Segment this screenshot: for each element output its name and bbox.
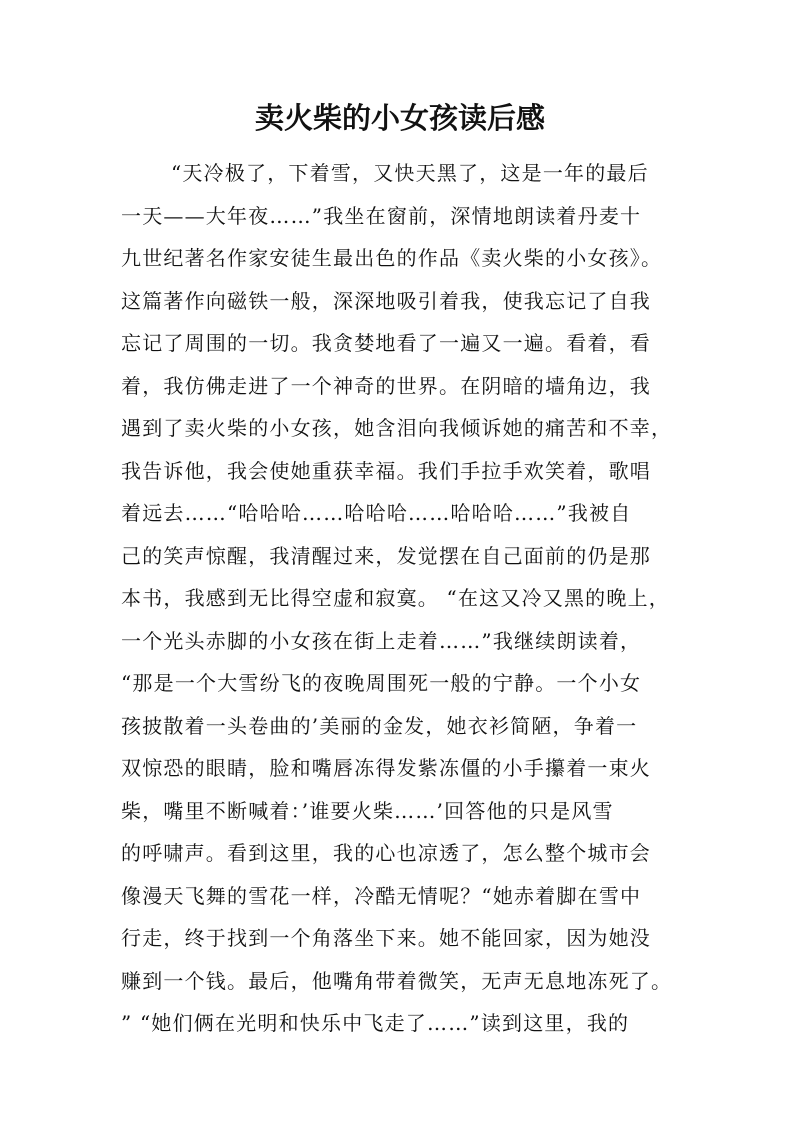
text-line: “天冷极了，下着雪，又快天黑了，这是一年的最后 [171, 161, 649, 185]
text-line: 我告诉他，我会使她重获幸福。我们手拉手欢笑着，歌唱 [121, 458, 651, 483]
document-title: 卖火柴的小女孩读后感 [254, 101, 545, 135]
text-line: 双惊恐的眼睛，脸和嘴唇冻得发紫冻僵的小手攥着一束火 [121, 756, 651, 780]
text-line: 己的笑声惊醒，我清醒过来，发觉摆在自己面前的仍是那 [121, 543, 651, 568]
text-line: 赚到一个钱。最后，他嘴角带着微笑，无声无息地冻死了。 [121, 968, 673, 993]
text-line: 忘记了周围的一切。我贪婪地看了一遍又一遍。看着，看 [121, 331, 651, 355]
text-line: “那是一个大雪纷飞的夜晚周围死一般的宁静。一个小女 [121, 671, 642, 695]
text-line: 本书，我感到无比得空虚和寂寞。 “在这又冷又黑的晚上， [121, 586, 670, 610]
text-line: 九世纪著名作家安徒生最出色的作品《卖火柴的小女孩》。 [121, 246, 663, 270]
text-line: 一天——大年夜……”我坐在窗前，深情地朗读着丹麦十 [121, 203, 642, 228]
text-line: ” “她们俩在光明和快乐中飞走了……”读到这里，我的 [121, 1011, 630, 1035]
text-line: 像漫天飞舞的雪花一样，冷酷无情呢？“她赤着脚在雪中 [121, 883, 642, 908]
document-body [121, 152, 701, 1045]
text-line: 一个光头赤脚的小女孩在街上走着……”我继续朗读着， [121, 628, 642, 653]
text-line: 着，我仿佛走进了一个神奇的世界。在阴暗的墙角边，我 [121, 373, 651, 398]
text-line: 遇到了卖火柴的小女孩，她含泪向我倾诉她的痛苦和不幸， [121, 416, 673, 440]
text-line: 行走，终于找到一个角落坐下来。她不能回家，因为她没 [121, 926, 651, 950]
text-line: 柴，嘴里不断喊着：’谁要火柴……’回答他的只是风雪 [121, 798, 614, 823]
text-line: 的呼啸声。看到这里，我的心也凉透了，怎么整个城市会 [121, 841, 651, 865]
text-line: 这篇著作向磁铁一般，深深地吸引着我，使我忘记了自我 [121, 288, 651, 313]
text-line: 孩披散着一头卷曲的’美丽的金发，她衣衫简陋，争着一 [121, 713, 638, 738]
text-line: 着远去……“哈哈哈……哈哈哈……哈哈哈……”我被自 [121, 501, 632, 525]
